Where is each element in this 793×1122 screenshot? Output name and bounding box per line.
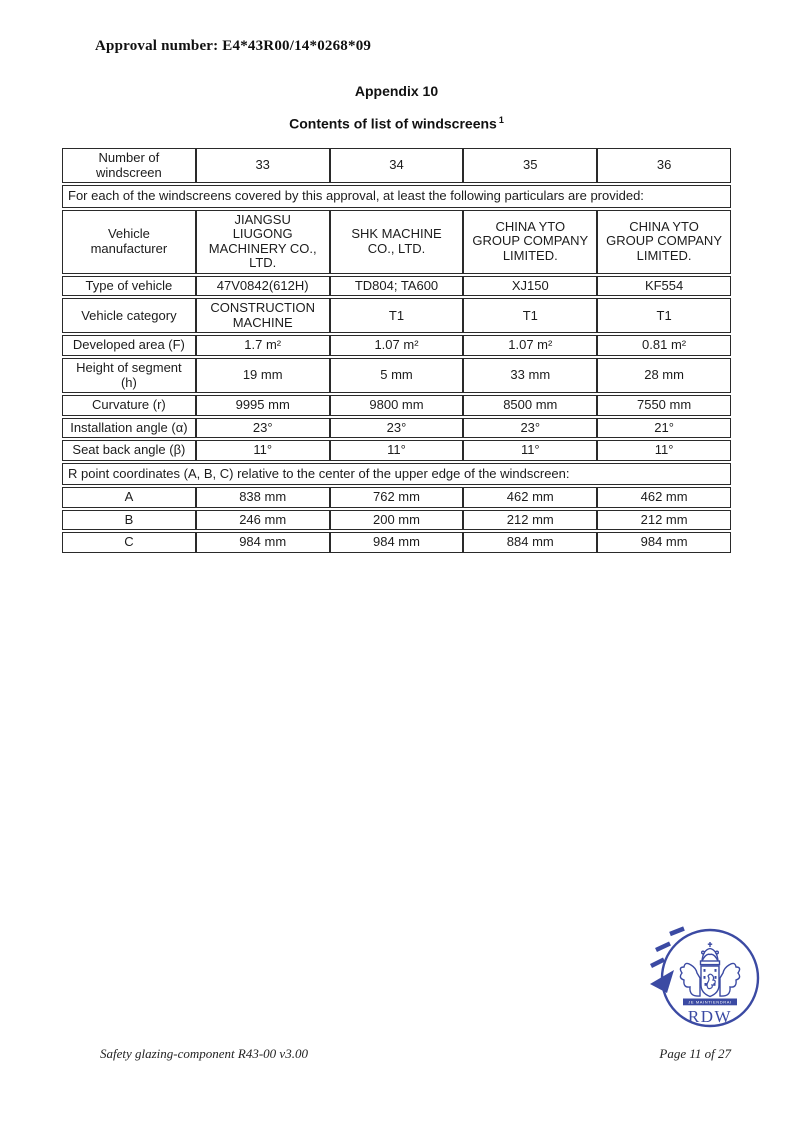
value-cell: XJ150: [463, 276, 597, 297]
contents-title: [0, 115, 793, 132]
value-cell: 0.81 m²: [597, 335, 731, 356]
row-label: Height of segment (h): [62, 358, 196, 393]
rdw-stamp-logo: [650, 924, 766, 1036]
windscreen-spec-table: [62, 146, 731, 555]
value-cell: 884 mm: [463, 532, 597, 553]
value-cell: 1.07 m²: [463, 335, 597, 356]
table-row-vehicle-category: [62, 298, 731, 333]
table-row-coordinate-a: [62, 487, 731, 508]
table-row-coordinate-b: [62, 510, 731, 531]
value-cell: 984 mm: [597, 532, 731, 553]
crown-icon: [701, 942, 720, 965]
value-cell: 23°: [463, 418, 597, 439]
row-label: Seat back angle (β): [62, 440, 196, 461]
value-cell: T1: [597, 298, 731, 333]
supporter-lion-left-icon: [680, 963, 700, 996]
value-cell: CHINA YTO GROUP COMPANY LIMITED.: [463, 210, 597, 274]
value-cell: 23°: [196, 418, 330, 439]
table-row-curvature: [62, 395, 731, 416]
value-cell: 9995 mm: [196, 395, 330, 416]
windscreen-number-cell: 35: [463, 148, 597, 183]
value-cell: 462 mm: [463, 487, 597, 508]
contents-title-text: Contents of list of windscreens: [289, 115, 497, 132]
table-row-coordinate-c: [62, 532, 731, 553]
value-cell: 21°: [597, 418, 731, 439]
row-label: A: [62, 487, 196, 508]
table-row-vehicle-manufacturer: [62, 210, 731, 274]
rdw-text: RDW: [687, 1007, 733, 1026]
row-label: Type of vehicle: [62, 276, 196, 297]
value-cell: SHK MACHINE CO., LTD.: [330, 210, 464, 274]
r-point-span-cell: R point coordinates (A, B, C) relative to the center of the upper edge of the windscreen:: [62, 463, 731, 486]
value-cell: 5 mm: [330, 358, 464, 393]
value-cell: 47V0842(612H): [196, 276, 330, 297]
value-cell: 19 mm: [196, 358, 330, 393]
table-row-developed-area: [62, 335, 731, 356]
value-cell: 762 mm: [330, 487, 464, 508]
table-row-r-point-intro: [62, 463, 731, 486]
value-cell: KF554: [597, 276, 731, 297]
value-cell: 23°: [330, 418, 464, 439]
value-cell: 11°: [330, 440, 464, 461]
value-cell: 8500 mm: [463, 395, 597, 416]
value-cell: 984 mm: [330, 532, 464, 553]
row-label: Installation angle (α): [62, 418, 196, 439]
rdw-stamp-icon: [650, 924, 766, 1036]
value-cell: 462 mm: [597, 487, 731, 508]
value-cell: 33 mm: [463, 358, 597, 393]
row-label: B: [62, 510, 196, 531]
speed-dashes-icon: [651, 929, 684, 967]
table-row-installation-angle: [62, 418, 731, 439]
appendix-title: Appendix 10: [354, 83, 439, 99]
value-cell: 1.7 m²: [196, 335, 330, 356]
value-cell: 11°: [196, 440, 330, 461]
value-cell: 984 mm: [196, 532, 330, 553]
table-row-type-of-vehicle: [62, 276, 731, 297]
intro-span-cell: For each of the windscreens covered by this approval, at least the following particulars are provided:: [62, 185, 731, 208]
windscreen-number-cell: 34: [330, 148, 464, 183]
value-cell: 200 mm: [330, 510, 464, 531]
footer-page-number: Page 11 of 27: [659, 1046, 731, 1061]
value-cell: 11°: [463, 440, 597, 461]
row-label: Developed area (F): [62, 335, 196, 356]
motto-text: JE MAINTIENDRAI: [688, 999, 732, 1005]
row-label: Vehicle manufacturer: [62, 210, 196, 274]
row-label: Number of windscreen: [62, 148, 196, 183]
value-cell: T1: [330, 298, 464, 333]
row-label: C: [62, 532, 196, 553]
value-cell: TD804; TA600: [330, 276, 464, 297]
row-label: Curvature (r): [62, 395, 196, 416]
approval-number-line: Approval number: E4*43R00/14*0268*09: [95, 38, 372, 54]
row-label: Vehicle category: [62, 298, 196, 333]
value-cell: T1: [463, 298, 597, 333]
windscreen-number-cell: 33: [196, 148, 330, 183]
value-cell: 7550 mm: [597, 395, 731, 416]
windscreen-number-cell: 36: [597, 148, 731, 183]
value-cell: CHINA YTO GROUP COMPANY LIMITED.: [597, 210, 731, 274]
table-row-height-of-segment: [62, 358, 731, 393]
footer-document-version: Safety glazing-component R43-00 v3.00: [100, 1046, 308, 1061]
contents-title-footnote-marker: 1: [498, 115, 504, 125]
table-row-seat-back-angle: [62, 440, 731, 461]
value-cell: 1.07 m²: [330, 335, 464, 356]
value-cell: CONSTRUCTION MACHINE: [196, 298, 330, 333]
value-cell: JIANGSU LIUGONG MACHINERY CO., LTD.: [196, 210, 330, 274]
table-row-number-of-windscreen: [62, 148, 731, 183]
supporter-lion-right-icon: [720, 963, 740, 996]
table-row-intro: [62, 185, 731, 208]
value-cell: 838 mm: [196, 487, 330, 508]
value-cell: 212 mm: [463, 510, 597, 531]
value-cell: 28 mm: [597, 358, 731, 393]
value-cell: 246 mm: [196, 510, 330, 531]
value-cell: 11°: [597, 440, 731, 461]
value-cell: 9800 mm: [330, 395, 464, 416]
shield-lion-icon: [707, 974, 715, 988]
value-cell: 212 mm: [597, 510, 731, 531]
